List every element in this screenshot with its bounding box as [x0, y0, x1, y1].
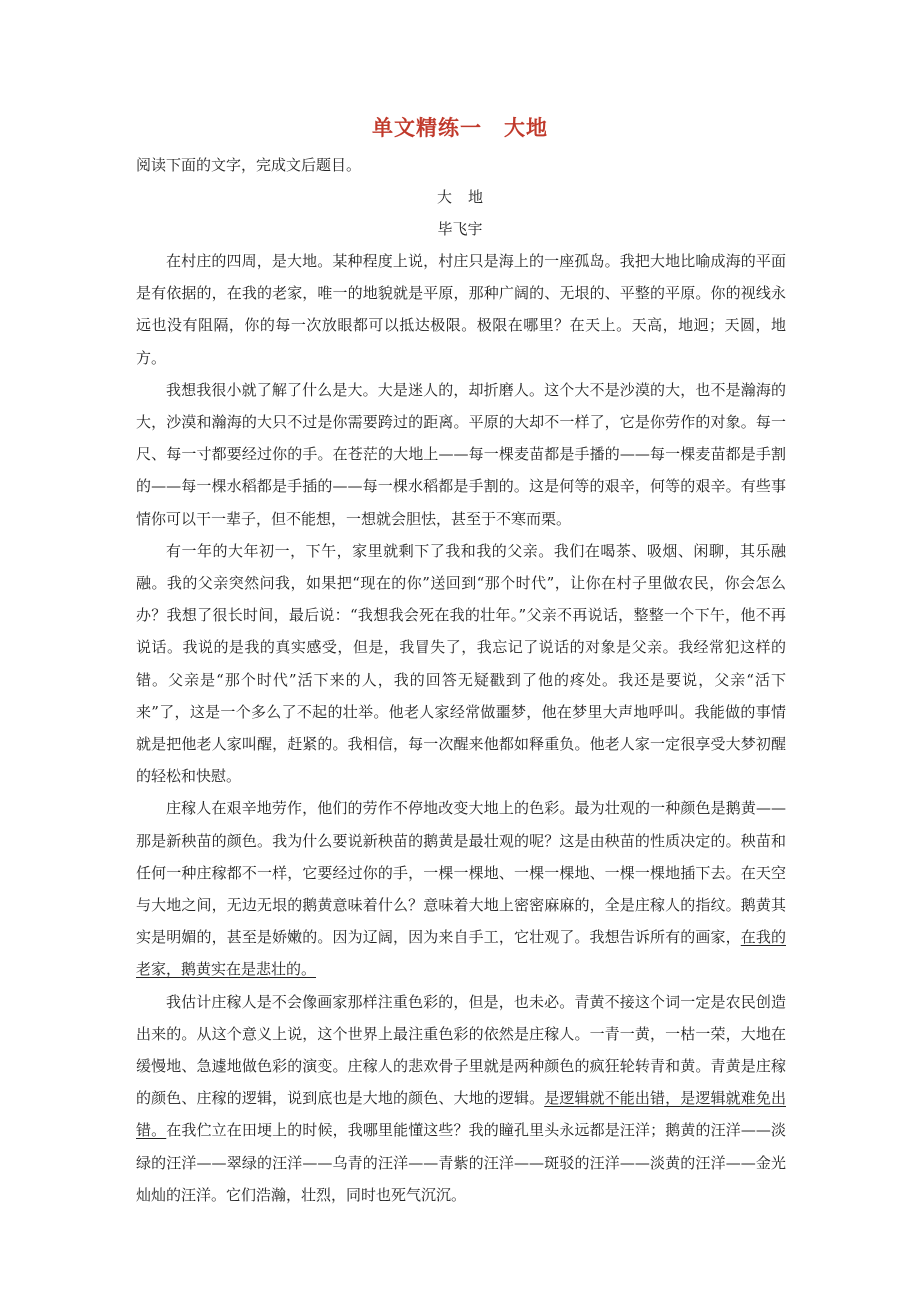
- underlined-sentence-2: 是逻辑就不能出错，是逻辑就难免出错。: [136, 1089, 786, 1140]
- instruction-text: 阅读下面的文字，完成文后题目。: [136, 156, 362, 174]
- underlined-sentence-1: 在我的老家，鹅黄实在是悲壮的。: [136, 928, 786, 979]
- paragraph-5-text-before: 我估计庄稼人是不会像画家那样注重色彩的，但是，也未必。青黄不接这个词一定是农民创造出来的。从这个意义上说，这个世界上最注重色彩的依然是庄稼人。一青一黄，一枯一荣，大地在缓慢地、急遽地做色彩的演变。庄稼人的悲欢骨子里就是两种颜色的疯狂轮转青和黄。青黄是庄稼的颜色、庄稼的逻辑，说到底也是大地的颜色、大地的逻辑。: [136, 992, 786, 1108]
- paragraph-3: 有一年的大年初一，下午，家里就剩下了我和我的父亲。我们在喝茶、吸烟、闲聊，其乐融融。我的父亲突然问我，如果把“现在的你”送回到“那个时代”，让你在村子里做农民，你会怎么办？我想了很长时间，最后说：“我想我会死在我的壮年。”父亲不再说话，整整一个下午，他不再说话。我说的是我的真实感受，但是，我冒失了，我忘记了说话的对象是父亲。我经常犯这样的错。父亲是“那个时代”活下来的人，我的回答无疑戳到了他的疼处。我还是要说，父亲“活下来”了，这是一个多么了不起的壮举。他老人家经常做噩梦，他在梦里大声地呼叫。我能做的事情就是把他老人家叫醒，赶紧的。我相信，每一次醒来他都如释重负。他老人家一定很享受大梦初醒的轻松和快慰。: [136, 541, 786, 786]
- paragraph-5-text-after: 在我伫立在田埂上的时候，我哪里能懂这些？我的瞳孔里头永远都是汪洋；鹅黄的汪洋——淡绿的汪洋——翠绿的汪洋——乌青的汪洋——青紫的汪洋——斑驳的汪洋——淡黄的汪洋——金光灿灿的汪洋。它们浩瀚，壮烈，同时也死气沉沉。: [136, 1121, 786, 1204]
- paragraph-5: [136, 986, 786, 1211]
- essay-title: 大地: [436, 188, 499, 206]
- page-title: 单文精练一 大地: [372, 116, 548, 140]
- paragraph-4: [136, 792, 786, 985]
- essay-body: [136, 245, 786, 1211]
- paragraph-4-text: 庄稼人在艰辛地劳作，他们的劳作不停地改变大地上的色彩。最为壮观的一种颜色是鹅黄——那是新秧苗的颜色。我为什么要说新秧苗的鹅黄是最壮观的呢？这是由秧苗的性质决定的。秧苗和任何一种庄稼都不一样，它要经过你的手，一棵一棵地、一棵一棵地、一棵一棵地插下去。在天空与大地之间，无边无垠的鹅黄意味着什么？意味着大地上密密麻麻的，全是庄稼人的指纹。鹅黄其实是明媚的，甚至是娇嫩的。因为辽阔，因为来自手工，它壮观了。我想告诉所有的画家，: [136, 799, 786, 947]
- essay-author: 毕飞宇: [437, 220, 483, 238]
- paragraph-1: 在村庄的四周，是大地。某种程度上说，村庄只是海上的一座孤岛。我把大地比喻成海的平面是有依据的，在我的老家，唯一的地貌就是平原，那种广阔的、无垠的、平整的平原。你的视线永远也没有阻隔，你的每一次放眼都可以抵达极限。极限在哪里？在天上。天高，地迥；天圆，地方。: [136, 252, 786, 367]
- paragraph-2: 我想我很小就了解了什么是大。大是迷人的，却折磨人。这个大不是沙漠的大，也不是瀚海的大，沙漠和瀚海的大只不过是你需要跨过的距离。平原的大却不一样了，它是你劳作的对象。每一尺、每一寸都要经过你的手。在苍茫的大地上——每一棵麦苗都是手播的——每一棵麦苗都是手割的——每一棵水稻都是手插的——每一棵水稻都是手割的。这是何等的艰辛，何等的艰辛。有些事情你可以干一辈子，但不能想，一想就会胆怯，甚至于不寒而栗。: [136, 380, 786, 528]
